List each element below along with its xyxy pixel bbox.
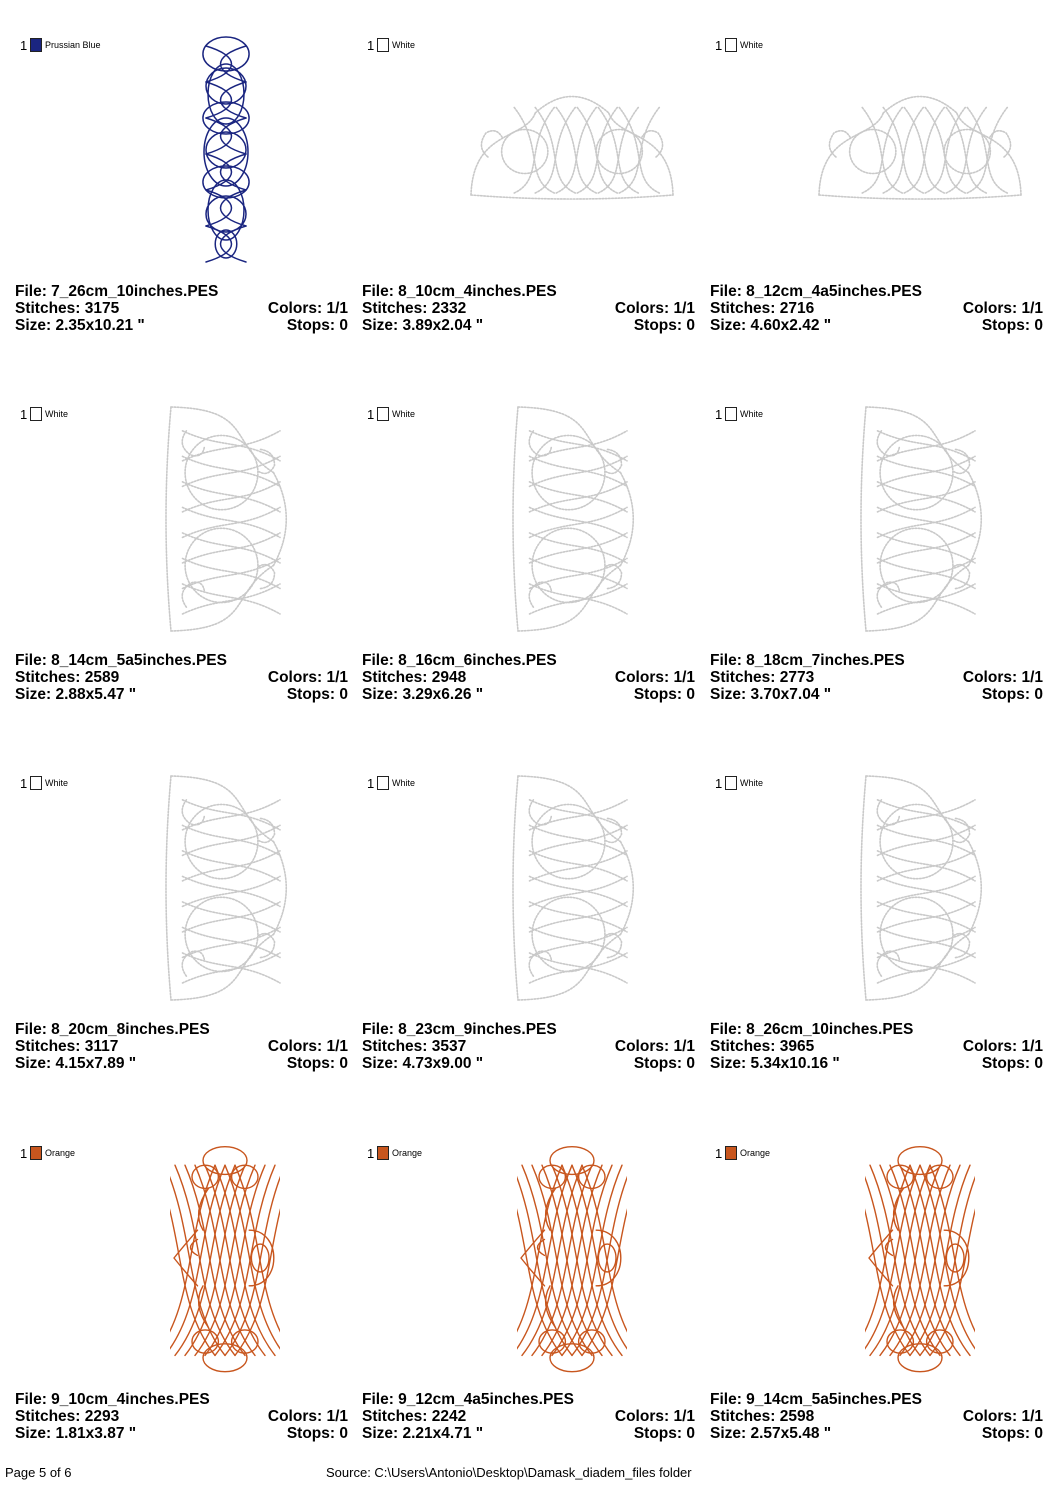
color-index: 1 [715, 406, 723, 422]
color-count: Colors: 1/1 [267, 669, 348, 686]
color-index: 1 [20, 775, 28, 791]
color-swatch [30, 38, 42, 52]
color-legend [367, 775, 415, 791]
color-legend [715, 775, 763, 791]
embroidery-design-drawing [163, 403, 293, 635]
design-cell [15, 1139, 362, 1508]
design-info [710, 1021, 1043, 1072]
design-cell [710, 31, 1050, 400]
design-cell [362, 400, 709, 769]
stop-count: Stops: 0 [286, 317, 348, 334]
embroidery-design-preview [163, 403, 293, 640]
color-index: 1 [367, 1145, 375, 1161]
color-name: White [392, 40, 416, 50]
color-count: Colors: 1/1 [614, 1038, 695, 1055]
embroidery-design-preview [510, 772, 640, 1009]
color-name: White [740, 409, 764, 419]
file-name: File: 8_16cm_6inches.PES [362, 652, 557, 669]
color-count: Colors: 1/1 [962, 1408, 1043, 1425]
stop-count: Stops: 0 [286, 1425, 348, 1442]
design-size: Size: 3.70x7.04 " [710, 686, 832, 703]
design-info [362, 1391, 695, 1442]
color-count: Colors: 1/1 [614, 1408, 695, 1425]
stop-count: Stops: 0 [633, 1425, 695, 1442]
design-cell [362, 31, 709, 400]
embroidery-design-preview [510, 403, 640, 640]
color-name: White [740, 778, 764, 788]
design-size: Size: 2.21x4.71 " [362, 1425, 484, 1442]
color-swatch [30, 1146, 42, 1160]
stitch-count: Stitches: 2948 [362, 669, 467, 686]
design-cell [15, 400, 362, 769]
color-index: 1 [715, 37, 723, 53]
embroidery-design-drawing [170, 1142, 280, 1374]
color-legend [367, 406, 415, 422]
stop-count: Stops: 0 [633, 1055, 695, 1072]
color-swatch [377, 1146, 389, 1160]
color-index: 1 [20, 406, 28, 422]
color-name: White [740, 40, 764, 50]
design-size: Size: 1.81x3.87 " [15, 1425, 137, 1442]
stop-count: Stops: 0 [286, 686, 348, 703]
design-size: Size: 2.57x5.48 " [710, 1425, 832, 1442]
file-name: File: 8_26cm_10inches.PES [710, 1021, 914, 1038]
design-info [362, 283, 695, 334]
file-name: File: 9_12cm_4a5inches.PES [362, 1391, 574, 1408]
design-cell [362, 769, 709, 1138]
embroidery-design-drawing [200, 34, 256, 266]
stitch-count: Stitches: 2293 [15, 1408, 120, 1425]
file-name: File: 8_12cm_4a5inches.PES [710, 283, 922, 300]
stitch-count: Stitches: 2242 [362, 1408, 467, 1425]
embroidery-design-preview [170, 1142, 280, 1379]
design-size: Size: 4.73x9.00 " [362, 1055, 484, 1072]
page-number: Page 5 of 6 [5, 1465, 72, 1480]
design-info [710, 652, 1043, 703]
color-swatch [725, 407, 737, 421]
file-name: File: 9_14cm_5a5inches.PES [710, 1391, 922, 1408]
design-info [15, 283, 348, 334]
design-cell [710, 400, 1050, 769]
design-cell [710, 1139, 1050, 1508]
color-index: 1 [20, 1145, 28, 1161]
embroidery-design-preview [163, 772, 293, 1009]
color-count: Colors: 1/1 [267, 300, 348, 317]
embroidery-design-drawing [163, 772, 293, 1004]
embroidery-design-preview [858, 772, 988, 1009]
color-count: Colors: 1/1 [267, 1408, 348, 1425]
stop-count: Stops: 0 [981, 1425, 1043, 1442]
embroidery-design-preview [200, 34, 256, 271]
stitch-count: Stitches: 2773 [710, 669, 815, 686]
embroidery-design-preview [858, 403, 988, 640]
color-legend [715, 406, 763, 422]
stitch-count: Stitches: 3537 [362, 1038, 467, 1055]
design-size: Size: 3.29x6.26 " [362, 686, 484, 703]
color-name: Orange [740, 1148, 771, 1158]
design-info [362, 1021, 695, 1072]
embroidery-design-drawing [858, 403, 988, 635]
stitch-count: Stitches: 2716 [710, 300, 815, 317]
design-size: Size: 2.88x5.47 " [15, 686, 137, 703]
color-swatch [30, 776, 42, 790]
stop-count: Stops: 0 [633, 686, 695, 703]
color-name: Prussian Blue [45, 40, 101, 50]
color-count: Colors: 1/1 [267, 1038, 348, 1055]
color-swatch [377, 776, 389, 790]
color-swatch [377, 407, 389, 421]
design-cell [15, 31, 362, 400]
embroidery-design-drawing [858, 772, 988, 1004]
file-name: File: 8_14cm_5a5inches.PES [15, 652, 227, 669]
file-name: File: 8_10cm_4inches.PES [362, 283, 557, 300]
color-swatch [725, 38, 737, 52]
color-count: Colors: 1/1 [614, 669, 695, 686]
design-info [15, 1021, 348, 1072]
stop-count: Stops: 0 [286, 1055, 348, 1072]
color-legend [20, 406, 68, 422]
embroidery-design-preview [815, 91, 1025, 206]
design-size: Size: 4.15x7.89 " [15, 1055, 137, 1072]
color-swatch [725, 1146, 737, 1160]
color-name: White [392, 409, 416, 419]
color-name: Orange [45, 1148, 76, 1158]
color-index: 1 [367, 406, 375, 422]
design-size: Size: 2.35x10.21 " [15, 317, 145, 334]
design-cell [15, 769, 362, 1138]
design-cell [362, 1139, 709, 1508]
stitch-count: Stitches: 2589 [15, 669, 120, 686]
color-name: White [45, 409, 69, 419]
color-name: White [392, 778, 416, 788]
color-legend [20, 775, 68, 791]
design-info [15, 652, 348, 703]
color-swatch [377, 38, 389, 52]
design-info [362, 652, 695, 703]
color-index: 1 [367, 37, 375, 53]
stop-count: Stops: 0 [981, 317, 1043, 334]
color-legend [715, 37, 763, 53]
file-name: File: 8_23cm_9inches.PES [362, 1021, 557, 1038]
embroidery-design-preview [467, 91, 677, 206]
embroidery-design-drawing [510, 772, 640, 1004]
color-legend [20, 1145, 75, 1161]
design-size: Size: 4.60x2.42 " [710, 317, 832, 334]
design-cell [710, 769, 1050, 1138]
embroidery-design-drawing [865, 1142, 975, 1374]
color-legend [715, 1145, 770, 1161]
color-legend [367, 37, 415, 53]
color-index: 1 [367, 775, 375, 791]
embroidery-design-drawing [815, 91, 1025, 201]
embroidery-design-drawing [517, 1142, 627, 1374]
stitch-count: Stitches: 3117 [15, 1038, 119, 1055]
stop-count: Stops: 0 [981, 686, 1043, 703]
color-index: 1 [20, 37, 28, 53]
color-swatch [30, 407, 42, 421]
embroidery-design-preview [517, 1142, 627, 1379]
design-info [710, 1391, 1043, 1442]
embroidery-design-drawing [467, 91, 677, 201]
color-count: Colors: 1/1 [962, 300, 1043, 317]
color-index: 1 [715, 775, 723, 791]
design-size: Size: 5.34x10.16 " [710, 1055, 840, 1072]
design-info [710, 283, 1043, 334]
color-swatch [725, 776, 737, 790]
color-name: Orange [392, 1148, 423, 1158]
color-index: 1 [715, 1145, 723, 1161]
stitch-count: Stitches: 3175 [15, 300, 120, 317]
file-name: File: 8_20cm_8inches.PES [15, 1021, 210, 1038]
color-name: White [45, 778, 69, 788]
design-info [15, 1391, 348, 1442]
file-name: File: 9_10cm_4inches.PES [15, 1391, 210, 1408]
stitch-count: Stitches: 2332 [362, 300, 467, 317]
design-size: Size: 3.89x2.04 " [362, 317, 484, 334]
source-path: Source: C:\Users\Antonio\Desktop\Damask_diadem_files folder [326, 1465, 692, 1480]
color-count: Colors: 1/1 [614, 300, 695, 317]
color-legend [20, 37, 101, 53]
stop-count: Stops: 0 [633, 317, 695, 334]
stitch-count: Stitches: 2598 [710, 1408, 815, 1425]
stitch-count: Stitches: 3965 [710, 1038, 815, 1055]
file-name: File: 8_18cm_7inches.PES [710, 652, 905, 669]
color-count: Colors: 1/1 [962, 669, 1043, 686]
embroidery-design-drawing [510, 403, 640, 635]
embroidery-design-preview [865, 1142, 975, 1379]
stop-count: Stops: 0 [981, 1055, 1043, 1072]
color-legend [367, 1145, 422, 1161]
color-count: Colors: 1/1 [962, 1038, 1043, 1055]
file-name: File: 7_26cm_10inches.PES [15, 283, 219, 300]
